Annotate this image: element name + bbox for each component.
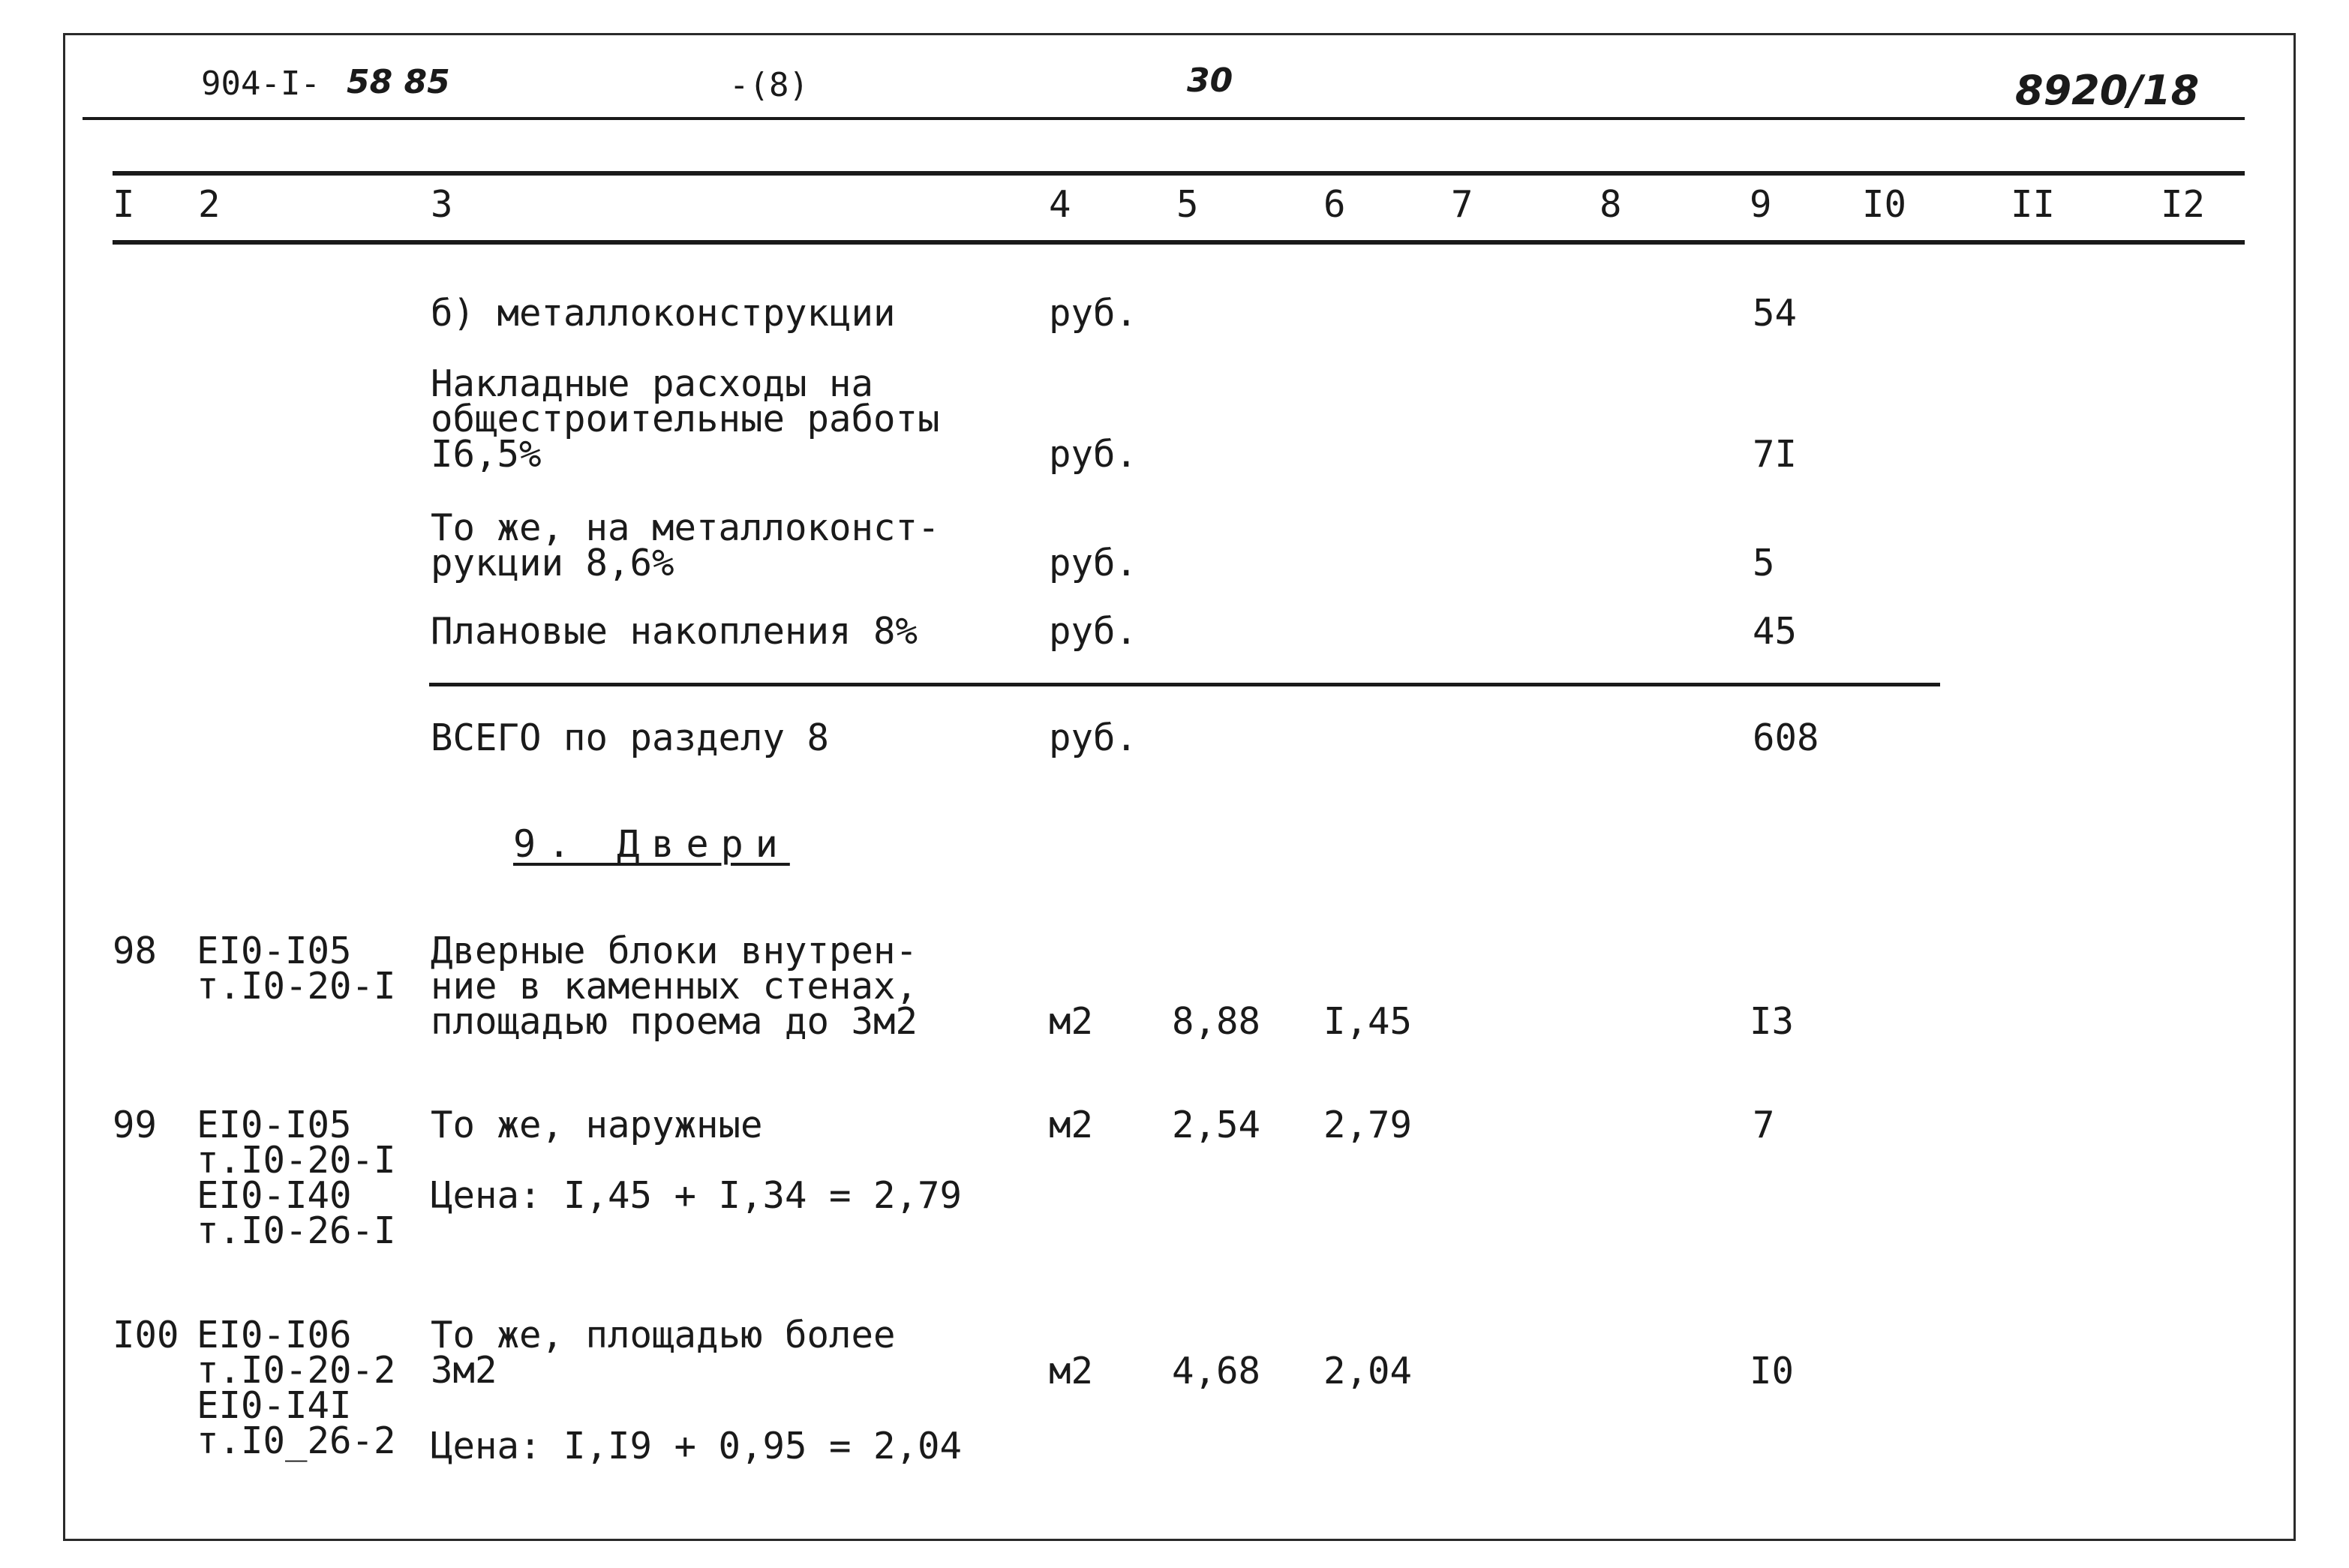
- item-qty: 4,68: [1172, 1350, 1261, 1392]
- section-total-text: ВСЕГО по разделу 8: [431, 716, 830, 759]
- item-number: 98: [113, 930, 158, 972]
- item-unit: м2: [1049, 1104, 1094, 1146]
- item-total: I0: [1750, 1350, 1795, 1392]
- item-qty: 2,54: [1172, 1104, 1261, 1146]
- header-rule: [83, 117, 2245, 120]
- item-total: 7: [1753, 1104, 1775, 1146]
- item-unit: м2: [1049, 1000, 1094, 1043]
- row-unit: руб.: [1049, 433, 1138, 476]
- col-12-label: I2: [2161, 183, 2206, 226]
- item-code: EI0-I05 т.I0-20-I: [197, 930, 396, 1008]
- section-total-unit: руб.: [1049, 716, 1138, 759]
- subtotal-rule: [429, 683, 1940, 686]
- doc-series-handwritten: 58 85: [347, 63, 450, 101]
- item-text: Дверные блоки внутрен- ние в каменных стенах, площадью проема до 3м2: [431, 930, 918, 1043]
- col-11-label: II: [2011, 183, 2056, 226]
- doc-part: -(8): [729, 66, 809, 104]
- item-text: То же, наружные: [431, 1104, 763, 1146]
- row-unit: руб.: [1049, 542, 1138, 584]
- col-7-label: 7: [1451, 183, 1473, 226]
- column-header-rule: [113, 240, 2245, 245]
- col-8-label: 8: [1600, 183, 1622, 226]
- col-5-label: 5: [1176, 183, 1199, 226]
- col-4-label: 4: [1049, 183, 1071, 226]
- item-price: 2,04: [1323, 1350, 1413, 1392]
- inventory-number: 8920/18: [2015, 67, 2200, 114]
- item-text: То же, площадью более 3м2: [431, 1314, 896, 1392]
- section-total-value: 608: [1753, 716, 1819, 759]
- item-price: I,45: [1323, 1000, 1413, 1043]
- section-title: 9. Двери: [513, 822, 790, 866]
- col-6-label: 6: [1323, 183, 1346, 226]
- col-10-label: I0: [1862, 183, 1907, 226]
- document-sheet: [63, 33, 2296, 1541]
- item-price: 2,79: [1323, 1104, 1413, 1146]
- row-text: Плановые накопления 8%: [431, 610, 918, 653]
- col-1-label: I: [113, 183, 135, 226]
- item-unit: м2: [1049, 1350, 1094, 1392]
- table-top-rule: [113, 171, 2245, 176]
- row-unit: руб.: [1049, 610, 1138, 653]
- row-total: 5: [1753, 542, 1775, 584]
- item-number: I00: [113, 1314, 179, 1356]
- col-2-label: 2: [198, 183, 221, 226]
- row-text: Накладные расходы на общестроительные работы I6,5%: [431, 362, 940, 476]
- row-text: б) металлоконструкции: [431, 292, 896, 335]
- item-qty: 8,88: [1172, 1000, 1261, 1043]
- item-price-note: Цена: I,I9 + 0,95 = 2,04: [431, 1425, 963, 1467]
- row-total: 45: [1753, 610, 1798, 653]
- item-total: I3: [1750, 1000, 1795, 1043]
- row-total: 54: [1753, 292, 1798, 335]
- item-code: EI0-I05 т.I0-20-I EI0-I40 т.I0-26-I: [197, 1104, 396, 1252]
- row-total: 7I: [1753, 433, 1798, 476]
- row-text: То же, на металлоконст- рукции 8,6%: [431, 506, 940, 584]
- item-number: 99: [113, 1104, 158, 1146]
- item-code: EI0-I06 т.I0-20-2 EI0-I4I т.I0_26-2: [197, 1314, 396, 1462]
- col-3-label: 3: [431, 183, 453, 226]
- item-price-note: Цена: I,45 + I,34 = 2,79: [431, 1174, 963, 1217]
- page-number: 30: [1187, 62, 1233, 100]
- doc-series: 904-I-: [201, 65, 320, 103]
- row-unit: руб.: [1049, 292, 1138, 335]
- col-9-label: 9: [1750, 183, 1772, 226]
